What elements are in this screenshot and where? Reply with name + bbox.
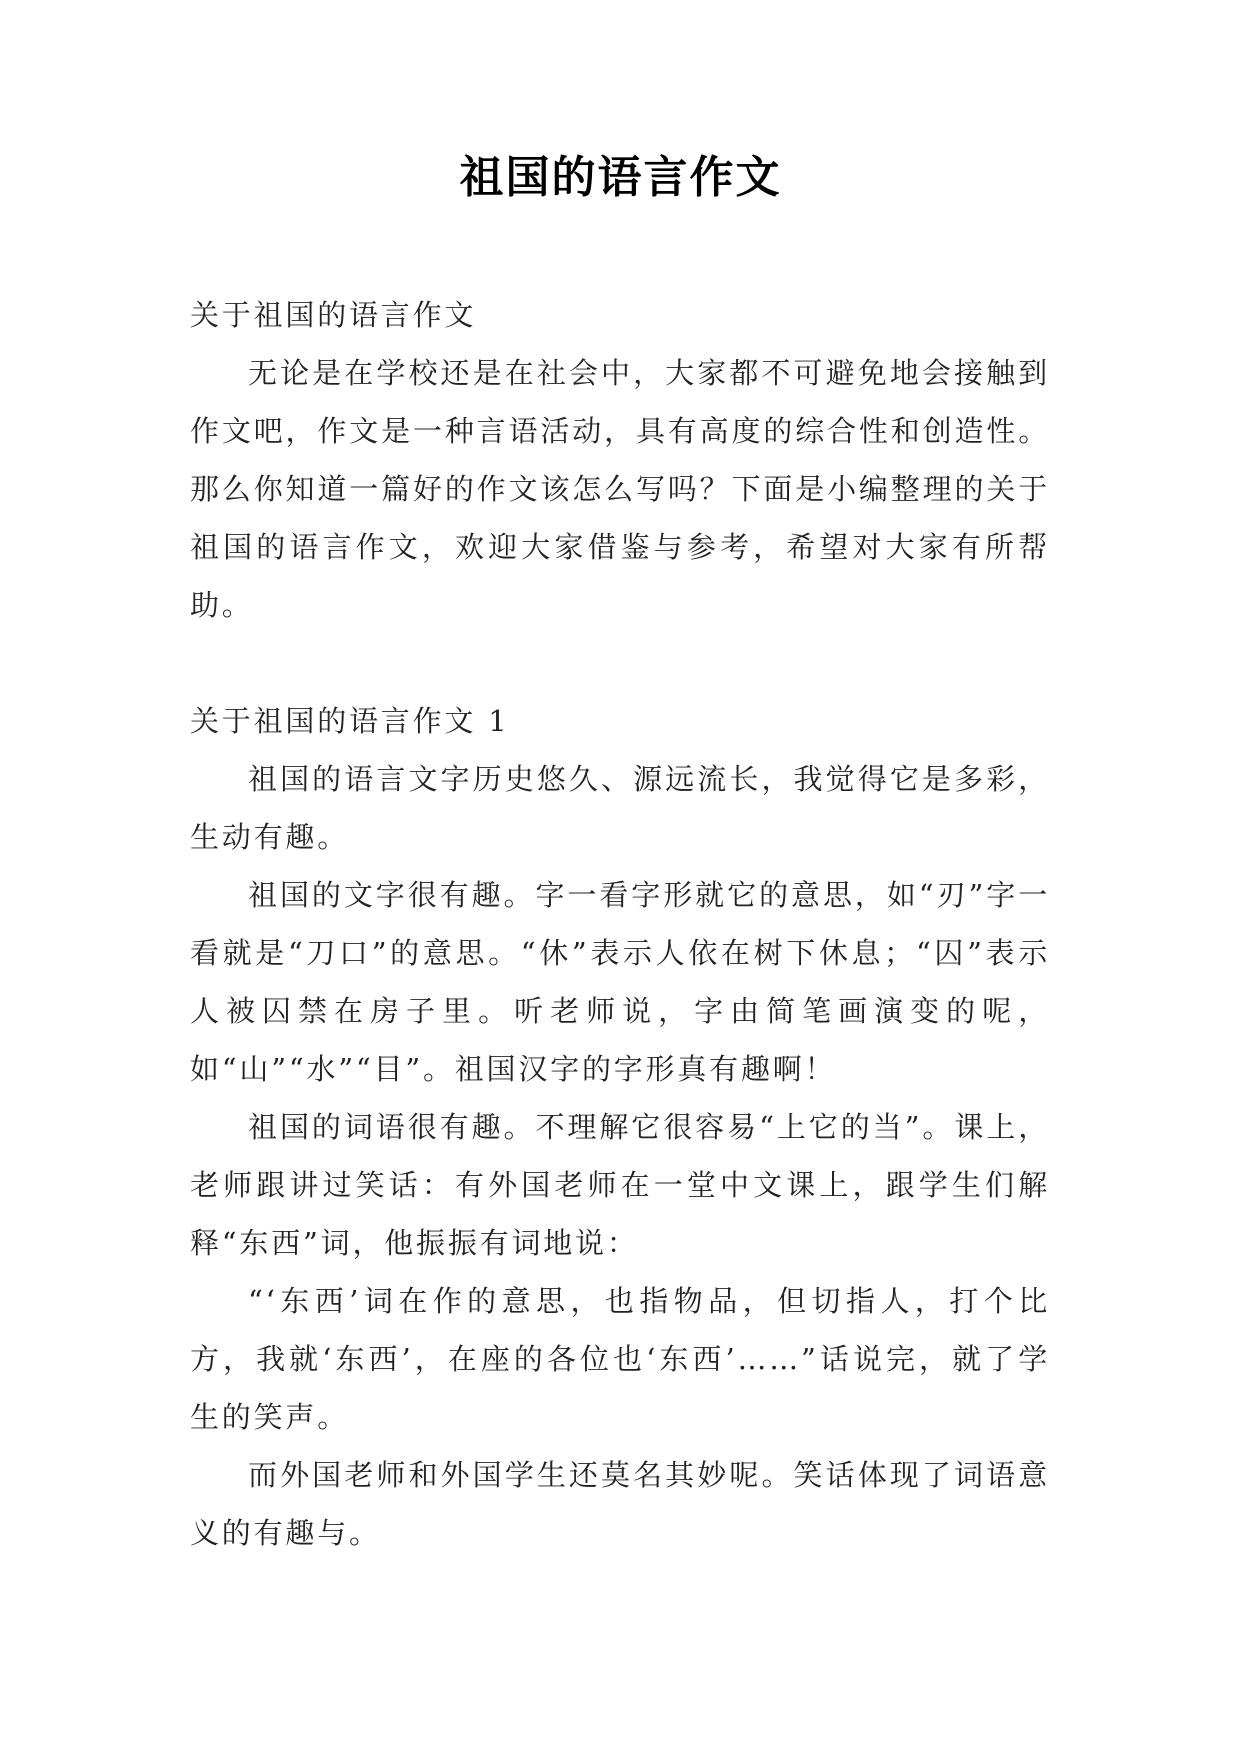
body-paragraph: “‘东西’词在作的意思，也指物品，但切指人，打个比方，我就‘东西’，在座的各位也‘东西’……”话说完，就了学生的笑声。: [190, 1284, 1050, 1434]
document-body: [190, 286, 1050, 1562]
section-spacer: [190, 634, 1050, 692]
document-title: 祖国的语言作文: [459, 152, 782, 203]
body-paragraph: 祖国的词语很有趣。不理解它很容易“上它的当”。课上，老师跟讲过笑话：有外国老师在一堂中文课上，跟学生们解释“东西”词，他振振有词地说：: [190, 1110, 1050, 1260]
intro-paragraph: 无论是在学校还是在社会中，大家都不可避免地会接触到作文吧，作文是一种言语活动，具有高度的综合性和创造性。那么你知道一篇好的作文该怎么写吗？下面是小编整理的关于祖国的语言作文，欢迎大家借鉴与参考，希望对大家有所帮助。: [190, 356, 1050, 622]
body-paragraph: 祖国的语言文字历史悠久、源远流长，我觉得它是多彩，生动有趣。: [190, 762, 1050, 854]
intro-heading: 关于祖国的语言作文: [190, 298, 477, 332]
body-paragraph: 而外国老师和外国学生还莫名其妙呢。笑话体现了词语意义的有趣与。: [190, 1458, 1050, 1550]
section-heading: 关于祖国的语言作文 1: [190, 704, 510, 738]
body-paragraph: 祖国的文字很有趣。字一看字形就它的意思，如“刃”字一看就是“刀口”的意思。“休”表示人依在树下休息；“囚”表示人被囚禁在房子里。听老师说，字由简笔画演变的呢，如“山”“水”“目”。祖国汉字的字形真有趣啊！: [190, 878, 1050, 1086]
